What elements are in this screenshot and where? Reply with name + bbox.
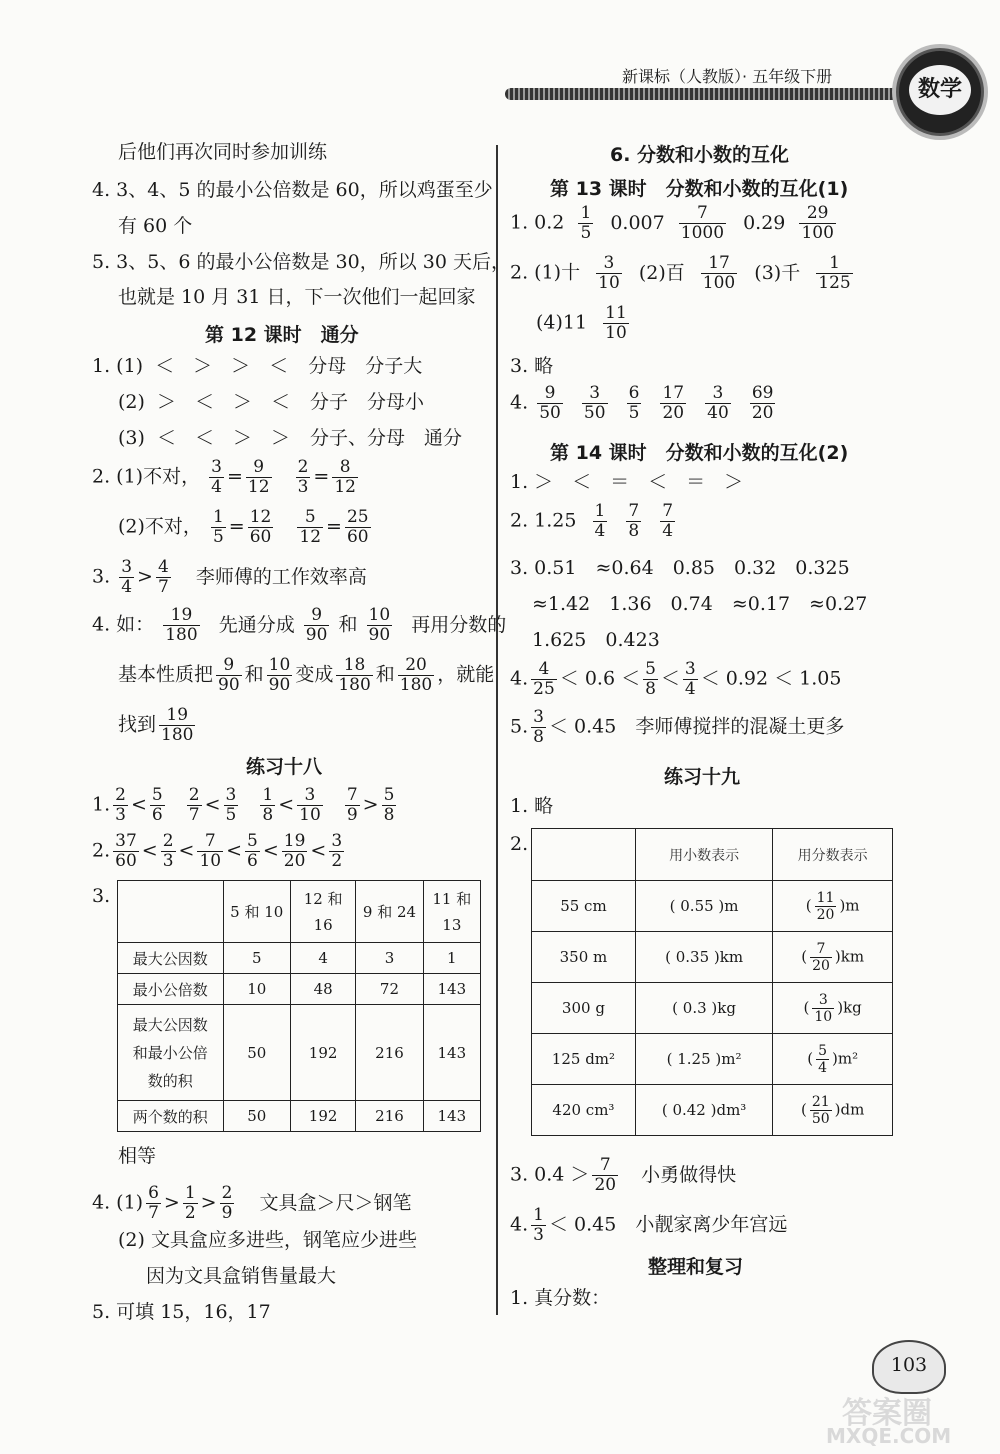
fraction: $\frac{19}{180}$ bbox=[165, 605, 198, 645]
r-q1-b: 0.007 bbox=[610, 211, 665, 234]
s-q1: 1. ＞ ＜ ＝ ＜ ＝ ＞ bbox=[510, 471, 744, 493]
table-cell: 最大公因数 bbox=[118, 943, 224, 974]
table-cell: ( 0.55 )m bbox=[635, 881, 772, 932]
table-cell: 420 cm³ bbox=[532, 1085, 636, 1136]
fraction: $\frac{4}{7}$ bbox=[157, 557, 169, 597]
s-q3c: 1.625 0.423 bbox=[532, 629, 660, 651]
fraction: $\frac{9}{90}$ bbox=[305, 605, 328, 645]
r-q1-c: 0.29 bbox=[743, 211, 786, 234]
q1c-prefix: (3) bbox=[118, 427, 145, 449]
fraction: $\frac{1}{125}$ bbox=[818, 253, 851, 293]
ex18-q5: 5. 可填 15，16，17 bbox=[92, 1301, 271, 1323]
left-line-3: 有 60 个 bbox=[118, 215, 193, 237]
table-cell: 216 bbox=[356, 1101, 423, 1132]
ex18-q4a: 4. (1) $\frac{6}{7}$ > $\frac{1}{2}$ > $\frac{2}{9}$ 文具盒＞尺＞钢笔 bbox=[92, 1183, 412, 1223]
q1b-prefix: (2) bbox=[118, 391, 145, 413]
table-cell: ( $\frac{21}{50}$ )dm bbox=[773, 1085, 893, 1136]
ex18-q4a-text: 文具盒＞尺＞钢笔 bbox=[259, 1191, 412, 1214]
lesson-13-heading: 第 13 课时 分数和小数的互化(1) bbox=[550, 178, 849, 200]
s-q5-text: ＜ 0.45 李师傅搅拌的混凝土更多 bbox=[548, 715, 845, 738]
fraction: $\frac{19}{20}$ bbox=[283, 831, 306, 871]
fraction: $\frac{7}{4}$ bbox=[662, 501, 674, 541]
table-header-cell bbox=[532, 829, 636, 881]
table-cell: 143 bbox=[423, 1005, 480, 1101]
q4-i: 找到 bbox=[118, 713, 157, 736]
table-cell: ( 0.42 )dm³ bbox=[635, 1085, 772, 1136]
q3-prefix: 3. bbox=[92, 565, 111, 588]
r-q2-c: (3)千 bbox=[754, 261, 801, 284]
fraction: $\frac{2}{3}$ bbox=[297, 457, 309, 497]
column-divider bbox=[496, 145, 498, 1315]
fraction: $\frac{5}{8}$ bbox=[645, 659, 656, 699]
fraction: $\frac{5}{6}$ bbox=[151, 785, 163, 825]
fraction: $\frac{29}{100}$ bbox=[801, 203, 834, 243]
q4-c: 再用分数的 bbox=[411, 613, 507, 636]
table-row bbox=[532, 829, 893, 881]
table-row bbox=[118, 974, 481, 1005]
subject-badge bbox=[896, 48, 984, 136]
ex18-q1: 1. $\frac{2}{3}$ < $\frac{5}{6}$ $\frac{2}{7}$ < $\frac{3}{5}$ $\frac{1}{8}$ < $\frac{3}{10}$ $\frac{7}{9}$ > $\frac{5}{8}$ bbox=[92, 785, 395, 825]
fraction: $\frac{11}{10}$ bbox=[605, 303, 627, 343]
q4-g: 和 bbox=[375, 663, 395, 686]
table-cell: 192 bbox=[290, 1005, 355, 1101]
fraction: $\frac{2}{9}$ bbox=[221, 1183, 233, 1223]
fraction: $\frac{20}{180}$ bbox=[399, 655, 433, 695]
table-header-cell: 用小数表示 bbox=[635, 829, 772, 881]
table-cell: 125 dm² bbox=[532, 1034, 636, 1085]
table-decimal-fraction bbox=[531, 828, 893, 1136]
s-q5 bbox=[510, 708, 844, 747]
r-q1 bbox=[510, 204, 839, 243]
table-header-cell: 9 和 24 bbox=[356, 881, 423, 943]
table-cell: 最小公倍数 bbox=[118, 974, 224, 1005]
table-row bbox=[532, 932, 893, 983]
q3: 3. $\frac{3}{4}$ > $\frac{4}{7}$ 李师傅的工作效率高 bbox=[92, 557, 367, 597]
table-header-cell: 11 和 13 bbox=[423, 881, 480, 943]
fraction: $\frac{2}{3}$ bbox=[115, 785, 126, 825]
subject-badge-inner: 数学 bbox=[909, 65, 971, 115]
table-cell: 50 bbox=[223, 1101, 290, 1132]
q4-b: 和 bbox=[338, 613, 358, 636]
fraction: $\frac{6}{7}$ bbox=[148, 1183, 159, 1223]
fraction: $\frac{3}{4}$ bbox=[211, 457, 222, 497]
page-number-badge bbox=[872, 1340, 946, 1394]
table-cell: 最大公因数 和最小公倍 数的积 bbox=[118, 1005, 224, 1101]
s-q4-b: ＜ bbox=[660, 667, 680, 690]
table-cell: 300 g bbox=[532, 983, 636, 1034]
table-cell: 48 bbox=[290, 974, 355, 1005]
fraction: $\frac{9}{50}$ bbox=[539, 383, 561, 423]
q1a-symbols: ＜ ＞ ＞ ＜ bbox=[155, 355, 289, 377]
fraction: $\frac{3}{4}$ bbox=[684, 659, 696, 699]
fraction: $\frac{3}{10}$ bbox=[814, 991, 833, 1025]
fraction: $\frac{17}{20}$ bbox=[662, 383, 685, 423]
ex18-q2: 2. $\frac{37}{60}$ < $\frac{2}{3}$ < $\frac{7}{10}$ < $\frac{5}{6}$ < $\frac{19}{20}$ < $\frac{3}{2}$ bbox=[92, 831, 343, 871]
fraction: $\frac{11}{20}$ bbox=[816, 889, 835, 923]
fraction: $\frac{7}{1000}$ bbox=[680, 203, 725, 243]
fraction: $\frac{3}{8}$ bbox=[533, 707, 544, 747]
table-cell: ( $\frac{3}{10}$ )kg bbox=[773, 983, 893, 1034]
header-series: 新课标（人教版）· 五年级下册 bbox=[622, 67, 833, 86]
table-cell: ( 0.3 )kg bbox=[635, 983, 772, 1034]
fraction: $\frac{1}{5}$ bbox=[212, 507, 224, 547]
q4-prefix: 4. 如： bbox=[92, 613, 155, 636]
table-cell: 10 bbox=[223, 974, 290, 1005]
q1c bbox=[118, 426, 462, 450]
table-cell: 216 bbox=[356, 1005, 423, 1101]
r-q2-d bbox=[536, 304, 632, 343]
lesson-12-heading: 第 12 课时 通分 bbox=[205, 324, 359, 346]
q1b-symbols: ＞ ＜ ＞ ＜ bbox=[156, 391, 290, 413]
q1c-text: 分子、分母 通分 bbox=[310, 427, 463, 449]
fraction: $\frac{25}{60}$ bbox=[346, 507, 369, 547]
exercise-18-heading: 练习十八 bbox=[246, 756, 323, 778]
ex18-q4b: (2) 文具盒应多进些，钢笔应少进些 bbox=[118, 1229, 417, 1251]
fraction: $\frac{17}{100}$ bbox=[702, 253, 736, 293]
fraction: $\frac{3}{2}$ bbox=[331, 831, 343, 871]
ex18-q4a-prefix: 4. (1) bbox=[92, 1191, 144, 1214]
table-header-cell: 12 和 16 bbox=[290, 881, 355, 943]
table-row bbox=[532, 983, 893, 1034]
fraction: $\frac{3}{10}$ bbox=[598, 253, 620, 293]
table-gcd-lcm bbox=[117, 880, 481, 1132]
equal-text: 相等 bbox=[118, 1145, 157, 1167]
s-q4-a: ＜ 0.6 ＜ bbox=[559, 667, 641, 690]
fraction: $\frac{3}{5}$ bbox=[225, 785, 237, 825]
page-number: 103 bbox=[890, 1354, 928, 1376]
fraction: $\frac{1}{4}$ bbox=[594, 501, 606, 541]
s-q4-prefix: 4. bbox=[510, 667, 529, 690]
table-header-cell: 5 和 10 bbox=[223, 881, 290, 943]
table-cell: 192 bbox=[290, 1101, 355, 1132]
s-q5-prefix: 5. bbox=[510, 715, 529, 738]
q4-line-3 bbox=[118, 706, 198, 745]
table-cell: 两个数的积 bbox=[118, 1101, 224, 1132]
table-row bbox=[118, 881, 481, 943]
table-cell: ( 0.35 )km bbox=[635, 932, 772, 983]
r-q4 bbox=[510, 384, 778, 423]
table-cell: ( $\frac{7}{20}$ )km bbox=[773, 932, 893, 983]
fraction: $\frac{4}{25}$ bbox=[533, 659, 555, 699]
t-q4-text: ＜ 0.45 小靓家离少年宫远 bbox=[548, 1213, 788, 1236]
fraction: $\frac{69}{20}$ bbox=[751, 383, 774, 423]
table-cell: 350 m bbox=[532, 932, 636, 983]
q4-a: 先通分成 bbox=[218, 613, 295, 636]
q4-f: 变成 bbox=[295, 663, 334, 686]
fraction: $\frac{6}{5}$ bbox=[628, 383, 640, 423]
table-cell: 72 bbox=[356, 974, 423, 1005]
fraction: $\frac{12}{60}$ bbox=[249, 507, 272, 547]
fraction: $\frac{1}{2}$ bbox=[184, 1183, 196, 1223]
table-cell: 143 bbox=[423, 974, 480, 1005]
table-cell: 3 bbox=[356, 943, 423, 974]
table-cell: ( $\frac{11}{20}$ )m bbox=[773, 881, 893, 932]
fraction: $\frac{10}{90}$ bbox=[268, 655, 291, 695]
q1a-text: 分母 分子大 bbox=[308, 355, 423, 377]
watermark-logo: 答案圈 bbox=[842, 1396, 932, 1431]
table-cell: 5 bbox=[223, 943, 290, 974]
s-q4-c: ＜ 0.92 ＜ 1.05 bbox=[700, 667, 842, 690]
ex18-q4c: 因为文具盒销售量最大 bbox=[146, 1265, 337, 1287]
fraction: $\frac{9}{90}$ bbox=[218, 655, 240, 695]
table-row bbox=[532, 1085, 893, 1136]
left-line-5: 也就是 10 月 31 日，下一次他们一起回家 bbox=[118, 286, 476, 308]
q2a-prefix: 2. (1)不对， bbox=[92, 465, 201, 488]
q1c-symbols: ＜ ＜ ＞ ＞ bbox=[156, 427, 290, 449]
q1b bbox=[118, 390, 424, 414]
q2b-prefix: (2)不对， bbox=[118, 515, 202, 538]
left-line-1: 后他们再次同时参加训练 bbox=[118, 141, 328, 163]
q1a-prefix: 1. (1) bbox=[92, 355, 144, 377]
s-q3b: ≈1.42 1.36 0.74 ≈0.17 ≈0.27 bbox=[532, 593, 868, 615]
q4-line-1 bbox=[92, 606, 506, 645]
ex18-q3-label: 3. bbox=[92, 885, 111, 907]
t-q5: 1. 真分数： bbox=[510, 1287, 611, 1309]
r-q4-prefix: 4. bbox=[510, 391, 529, 414]
fraction: $\frac{37}{60}$ bbox=[115, 831, 137, 871]
table-row bbox=[118, 1101, 481, 1132]
fraction: $\frac{7}{20}$ bbox=[594, 1155, 617, 1195]
table-row bbox=[532, 1034, 893, 1085]
q3-text: 李师傅的工作效率高 bbox=[195, 565, 367, 588]
t-q3-text: 小勇做得快 bbox=[641, 1163, 737, 1186]
header-rule bbox=[505, 88, 900, 100]
r-q2 bbox=[510, 254, 856, 293]
fraction: $\frac{7}{9}$ bbox=[346, 785, 358, 825]
fraction: $\frac{19}{180}$ bbox=[161, 705, 194, 745]
section-6-heading: 6. 分数和小数的互化 bbox=[610, 144, 790, 166]
fraction: $\frac{3}{4}$ bbox=[121, 557, 133, 597]
t-q3 bbox=[510, 1156, 736, 1195]
left-line-2: 4. 3、4、5 的最小公倍数是 60，所以鸡蛋至少 bbox=[92, 179, 493, 201]
q4-d: 基本性质把 bbox=[118, 663, 214, 686]
t-q3-prefix: 3. 0.4 ＞ bbox=[510, 1163, 590, 1186]
fraction: $\frac{10}{90}$ bbox=[368, 605, 391, 645]
table-row bbox=[532, 881, 893, 932]
table-header-cell: 用分数表示 bbox=[773, 829, 893, 881]
fraction: $\frac{5}{4}$ bbox=[818, 1042, 827, 1076]
q2b: (2)不对， $\frac{1}{5}$ = $\frac{12}{60}$ $\frac{5}{12}$ = $\frac{25}{60}$ bbox=[118, 507, 369, 547]
q4-e: 和 bbox=[244, 663, 264, 686]
q4-h: ，就能 bbox=[437, 663, 495, 686]
table-row bbox=[118, 943, 481, 974]
review-heading: 整理和复习 bbox=[648, 1256, 744, 1278]
table-cell: 4 bbox=[290, 943, 355, 974]
fraction: $\frac{9}{12}$ bbox=[247, 457, 270, 497]
s-q2 bbox=[510, 502, 678, 541]
table-row bbox=[118, 1005, 481, 1101]
fraction: $\frac{1}{8}$ bbox=[262, 785, 274, 825]
lesson-14-heading: 第 14 课时 分数和小数的互化(2) bbox=[550, 442, 849, 464]
table-header-cell bbox=[118, 881, 224, 943]
table-cell: 55 cm bbox=[532, 881, 636, 932]
table-cell: ( 1.25 )m² bbox=[635, 1034, 772, 1085]
r-q1-a: 1. 0.2 bbox=[510, 211, 565, 234]
t-q1: 1. 略 bbox=[510, 795, 554, 817]
q2a: 2. (1)不对， $\frac{3}{4}$ = $\frac{9}{12}$ $\frac{2}{3}$ = $\frac{8}{12}$ bbox=[92, 457, 356, 497]
fraction: $\frac{21}{50}$ bbox=[811, 1093, 830, 1127]
q1a bbox=[92, 354, 422, 378]
r-q3: 3. 略 bbox=[510, 355, 554, 377]
t-q4-prefix: 4. bbox=[510, 1213, 529, 1236]
fraction: $\frac{5}{12}$ bbox=[299, 507, 322, 547]
t-q2-label: 2. bbox=[510, 833, 529, 855]
r-q2-b: (2)百 bbox=[638, 261, 685, 284]
table-cell: 50 bbox=[223, 1005, 290, 1101]
fraction: $\frac{8}{12}$ bbox=[334, 457, 356, 497]
fraction: $\frac{1}{5}$ bbox=[580, 203, 592, 243]
fraction: $\frac{3}{50}$ bbox=[583, 383, 606, 423]
q1b-text: 分子 分母小 bbox=[310, 391, 425, 413]
fraction: $\frac{3}{10}$ bbox=[299, 785, 321, 825]
left-line-4: 5. 3、5、6 的最小公倍数是 30，所以 30 天后， bbox=[92, 251, 510, 273]
s-q2-prefix: 2. 1.25 bbox=[510, 509, 577, 532]
table-cell: 143 bbox=[423, 1101, 480, 1132]
r-q2-d-text: (4)11 bbox=[536, 311, 588, 334]
fraction: $\frac{3}{40}$ bbox=[707, 383, 729, 423]
t-q4 bbox=[510, 1206, 787, 1245]
fraction: $\frac{1}{3}$ bbox=[533, 1205, 544, 1245]
fraction: $\frac{7}{10}$ bbox=[199, 831, 222, 871]
fraction: $\frac{2}{3}$ bbox=[162, 831, 174, 871]
table-cell: 1 bbox=[423, 943, 480, 974]
fraction: $\frac{5}{8}$ bbox=[383, 785, 395, 825]
fraction: $\frac{18}{180}$ bbox=[338, 655, 371, 695]
fraction: $\frac{5}{6}$ bbox=[247, 831, 258, 871]
s-q3a: 3. 0.51 ≈0.64 0.85 0.32 0.325 bbox=[510, 557, 850, 579]
fraction: $\frac{7}{8}$ bbox=[628, 501, 640, 541]
r-q2-a: 2. (1)十 bbox=[510, 261, 581, 284]
fraction: $\frac{7}{20}$ bbox=[812, 940, 830, 974]
table-cell: ( $\frac{5}{4}$ )m² bbox=[773, 1034, 893, 1085]
watermark-url: MXQE.COM bbox=[826, 1424, 952, 1448]
fraction: $\frac{2}{7}$ bbox=[188, 785, 200, 825]
s-q4 bbox=[510, 660, 841, 699]
q4-line-2 bbox=[118, 656, 494, 695]
exercise-19-heading: 练习十九 bbox=[664, 766, 741, 788]
